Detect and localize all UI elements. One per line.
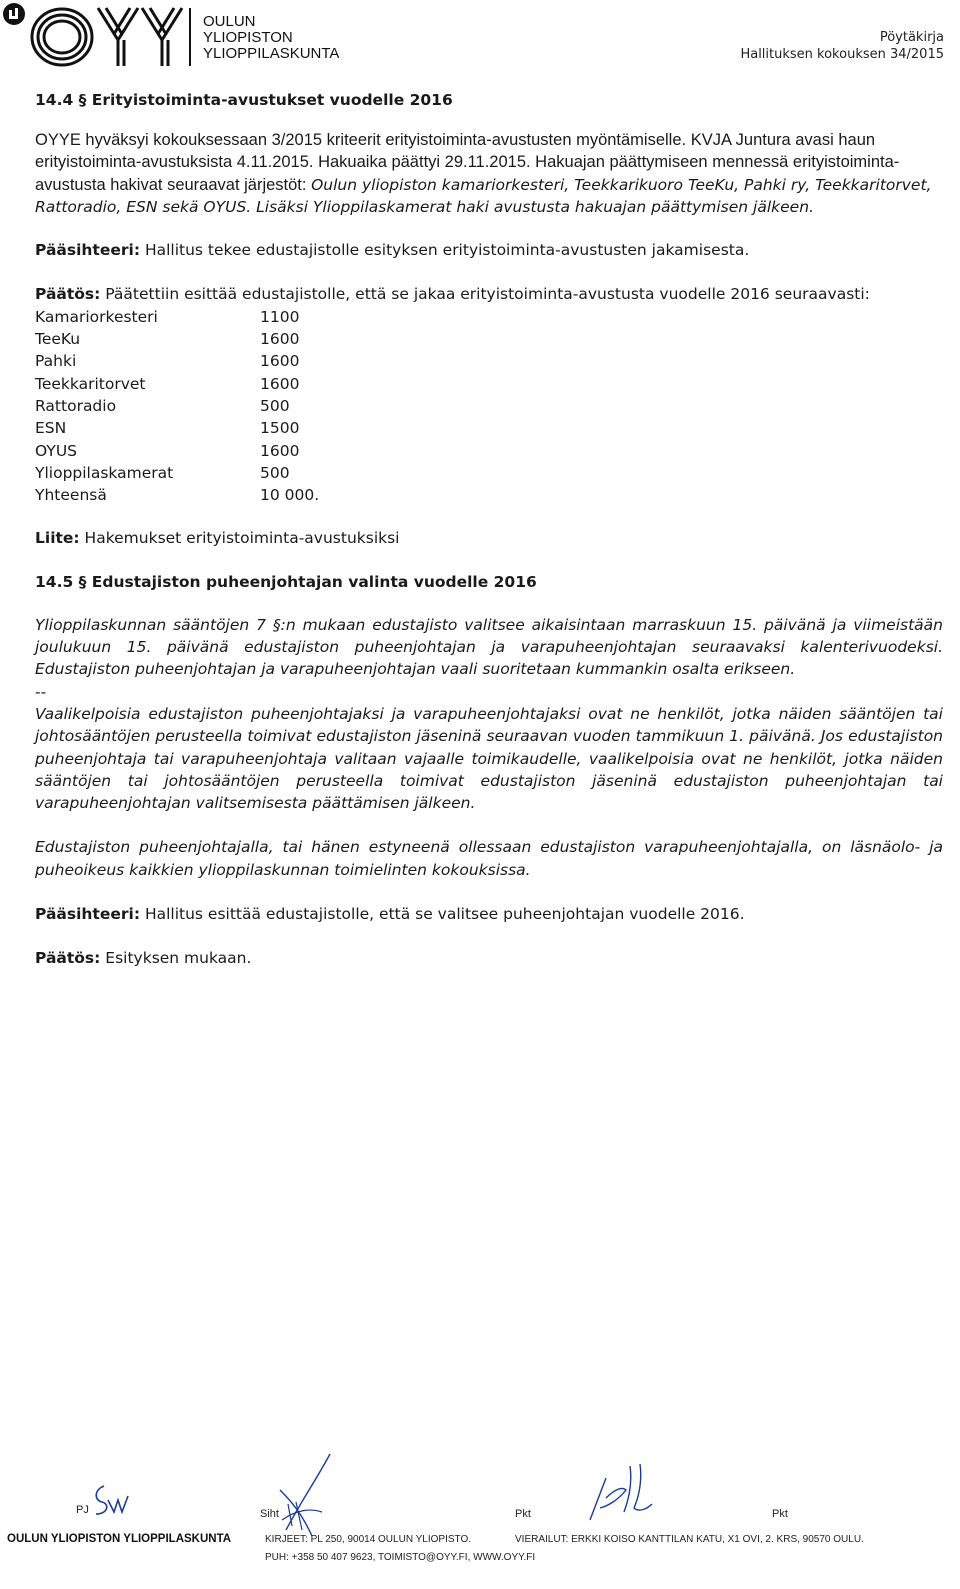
section-14-4-title: 14.4 § Erityistoiminta-avustukset vuodelle 2016: [35, 91, 453, 109]
doc-type: Pöytäkirja: [879, 30, 944, 45]
pkt-signature: [578, 1460, 658, 1530]
pj-label: PJ: [76, 1504, 89, 1516]
grant-amount: 500: [260, 463, 290, 482]
section-14-5-paasihteeri: [35, 903, 943, 925]
pkt-label-1: Pkt: [515, 1508, 531, 1520]
grant-name: Pahki: [35, 352, 77, 371]
pkt-label-2: Pkt: [772, 1508, 788, 1520]
grant-row: [35, 328, 943, 350]
grant-amount: 500: [260, 396, 290, 415]
footer-address: KIRJEET: PL 250, 90014 OULUN YLIOPISTO.: [265, 1534, 472, 1545]
grant-name: OYUS: [35, 441, 78, 460]
liite-label: Liite:: [35, 529, 80, 548]
grant-amount: 1600: [260, 374, 300, 393]
grant-amount: 1600: [260, 352, 300, 371]
grant-row: [35, 440, 943, 462]
siht-label: Siht: [260, 1508, 279, 1520]
rule-quote-3: Edustajiston puheenjohtajalla, tai hänen estyneenä ollessaan edustajiston varapuheenjohtajalla, on läsnäolo- ja puheoikeus kaikkien ylioppilaskunnan toimielinten kokouksissa.: [35, 838, 943, 879]
section-14-4-intro: [35, 129, 943, 218]
paasihteeri-text: Hallitus tekee edustajistolle esityksen erityistoiminta-avustusten jakamisesta.: [140, 241, 750, 260]
intro-applicants: Oulun yliopiston kamariorkesteri, Teekkarikuoro TeeKu, Pahki ry, Teekkaritorvet, Rattoradio, ESN sekä OYUS. Lisäksi Ylioppilaskamerat haki avustusta hakuajan päättymisen jälkeen.: [35, 175, 932, 216]
section-14-4-paasihteeri: [35, 239, 943, 261]
pj-signature: [92, 1480, 132, 1520]
grant-name: TeeKu: [35, 330, 81, 349]
section-14-5-paatos: [35, 947, 943, 969]
footer-contact: PUH: +358 50 407 9623, TOIMISTO@OYY.FI, WWW.OYY.FI: [265, 1552, 536, 1563]
grant-row: [35, 395, 943, 417]
grant-amount: 1500: [260, 419, 300, 438]
paatos-label: Päätös:: [35, 949, 101, 968]
section-14-4-paatos: [35, 283, 943, 305]
logo-text: [203, 14, 339, 62]
grant-amount: 10 000.: [260, 486, 320, 505]
paatos-label: Päätös:: [35, 285, 101, 304]
grant-name: Teekkaritorvet: [35, 374, 146, 393]
grant-amount: 1600: [260, 330, 300, 349]
grant-row: [35, 306, 943, 328]
grant-row: [35, 373, 943, 395]
paasihteeri-label: Pääsihteeri:: [35, 905, 141, 924]
oyy-logo: [0, 0, 360, 75]
grant-name: ESN: [35, 419, 67, 438]
logo-line-2: YLIOPISTON: [203, 29, 293, 46]
footer-visiting-address: VIERAILUT: ERKKI KOISO KANTTILAN KATU, X1 OVI, 2. KRS, 90570 OULU.: [515, 1534, 864, 1545]
intro-plain: OYYE hyväksyi kokouksessaan 3/2015 kriteerit erityistoiminta-avustusten myöntämiselle. KVJA Juntura avasi haun erityistoiminta-avustuksista 4.11.2015. Hakuaika päättyi 29.11.2015. Hakuajan päättymiseen mennessä erityistoiminta-avustusta hakivat seuraavat järjestöt:: [35, 131, 900, 194]
section-14-4-liite: [35, 527, 943, 549]
grant-amount: 1100: [260, 307, 300, 326]
grant-row: [35, 350, 943, 372]
paatos-text: Esityksen mukaan.: [100, 949, 252, 968]
rule-separator: --: [35, 682, 47, 701]
oyy-logo-mark: [0, 0, 200, 75]
grant-name: Ylioppilaskamerat: [35, 463, 174, 482]
paatos-text: Päätettiin esittää edustajistolle, että se jakaa erityistoiminta-avustusta vuodelle 2016 seuraavasti:: [100, 285, 870, 304]
meeting-number: Hallituksen kokouksen 34/2015: [740, 47, 944, 62]
grant-name: Rattoradio: [35, 396, 117, 415]
section-14-5-title: 14.5 § Edustajiston puheenjohtajan valinta vuodelle 2016: [35, 572, 537, 591]
rule-quote-1: Ylioppilaskunnan sääntöjen 7 §:n mukaan edustajisto valitsee aikaisintaan marraskuun 15. päivänä ja viimeistään joulukuun 15. päivänä edustajiston puheenjohtajan ja varapuheenjohtajan seuraavaksi kalenterivuodeksi. Edustajiston puheenjohtajan ja varapuheenjohtajan vaali suoritetaan kummankin osalta erikseen.: [35, 615, 943, 679]
grant-amount: 1600: [260, 441, 300, 460]
grant-name: Kamariorkesteri: [35, 307, 158, 326]
grant-row: [35, 417, 943, 439]
paasihteeri-text: Hallitus esittää edustajistolle, että se valitsee puheenjohtajan vuodelle 2016.: [140, 905, 745, 924]
logo-line-1: OULUN: [203, 13, 256, 30]
liite-text: Hakemukset erityistoiminta-avustuksiksi: [79, 529, 400, 548]
grant-table: [35, 306, 943, 507]
siht-signature: [272, 1450, 342, 1540]
logo-line-3: YLIOPPILASKUNTA: [203, 45, 340, 62]
grant-name: Yhteensä: [35, 486, 107, 505]
minutes-content: [35, 88, 943, 970]
grant-total-row: [35, 484, 943, 506]
document-meta: [740, 29, 944, 63]
paasihteeri-label: Pääsihteeri:: [35, 241, 141, 260]
grant-row: [35, 462, 943, 484]
rule-quote-2: Vaalikelpoisia edustajiston puheenjohtajaksi ja varapuheenjohtajaksi ovat ne henkilöt, jotka näiden sääntöjen tai johtosääntöjen perusteella toimivat edustajiston jäseninä seuraavan vuoden tammikuun 1. päivänä. Jos edustajiston puheenjohtaja tai varapuheenjohtaja valitaan vajaalle toimikaudelle, vaalikelpoisia ovat ne henkilöt, jotka näiden sääntöjen tai johtosääntöjen perusteella toimivat edustajiston jäseninä edustajiston puheenjohtajan tai varapuheenjohtajan valitsemisesta päättämisen jälkeen.: [35, 704, 943, 813]
footer-organization: OULUN YLIOPISTON YLIOPPILASKUNTA: [7, 1533, 232, 1545]
